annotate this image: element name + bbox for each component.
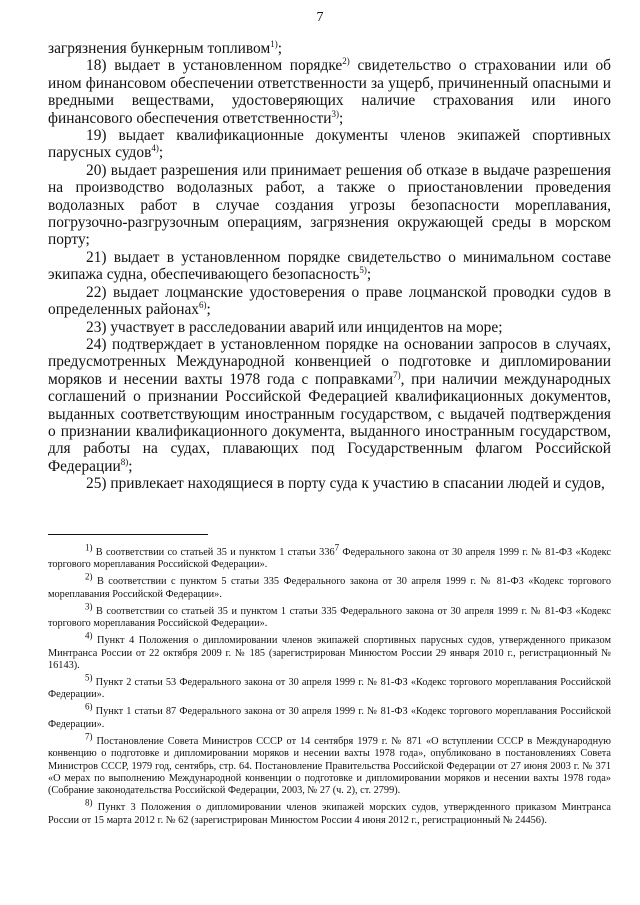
footnote-ref: 8) xyxy=(120,456,129,467)
paragraph-text: свидетельство о страховании или об ином финансовом обеспечении ответственности за ущерб, причиненный опасными и вредными веществами, удостоверяющих наличие страхования или иного финансового обеспечения ответственности xyxy=(48,57,611,127)
paragraph-text: 20) выдает разрешения или принимает решения об отказе в выдаче разрешения на производство водолазных работ, а также о приостановлении проведения водолазных работ в случае создания угрозы безопасности мореплавания, погрузочно-разгрузочным операциям, загрязнения окружающей среды в морском порту; xyxy=(48,161,611,249)
paragraph-text: ; xyxy=(128,457,133,475)
footnote-1 xyxy=(48,542,611,572)
footnote-text: Пункт 1 статьи 87 Федерального закона от 30 апреля 1999 г. № 81-ФЗ «Кодекс торгового мореплавания Российской Федерации». xyxy=(48,706,611,730)
paragraph-text: 24) подтверждает в установленном порядке на основании запросов в случаях, предусмотренных Международной конвенцией о подготовке и дипломировании моряков и несении вахты 1978 года с поправками xyxy=(48,335,611,388)
paragraph-text: 23) участвует в расследовании аварий или инцидентов на море; xyxy=(86,318,503,336)
paragraph-text: ; xyxy=(366,266,372,284)
footnote-ref: 1) xyxy=(270,38,278,49)
list-item-25 xyxy=(48,475,611,492)
footnote-text: В соответствии с пунктом 5 статьи 335 Федерального закона от 30 апреля 1999 г. № 81-ФЗ «Кодекс торгового мореплавания Российской Федерации». xyxy=(48,576,611,600)
superscript: 7 xyxy=(334,542,340,553)
footnote-text: В соответствии со статьей 35 и пунктом 1 статьи 336 xyxy=(92,547,335,558)
paragraph-text: 18) выдает в установленном порядке xyxy=(86,57,343,75)
footnote-7 xyxy=(48,731,611,798)
footnote-mark: 6) xyxy=(85,702,93,713)
list-item-21 xyxy=(48,249,611,284)
footnote-8 xyxy=(48,798,611,827)
footnote-mark: 4) xyxy=(85,630,93,641)
footnote-mark: 5) xyxy=(85,672,93,683)
paragraph-text: ; xyxy=(338,109,344,127)
list-item-22 xyxy=(48,284,611,319)
footnote-mark: 2) xyxy=(85,571,93,582)
footnote-text: Федерального закона от 30 апреля 1999 г. № 81-ФЗ «Кодекс торгового мореплавания Российской Федерации». xyxy=(48,547,611,571)
footnote-ref: 4) xyxy=(151,143,159,154)
footnote-mark: 1) xyxy=(85,542,93,553)
footnote-text: Пункт 4 Положения о дипломировании членов экипажей спортивных парусных судов, утвержденного приказом Минтранса России от 22 октября 2009 г. № 185 (зарегистрирован Минюстом России 29 января 2010 г., регистрационный № 16143). xyxy=(48,635,611,672)
list-item-19 xyxy=(48,127,611,162)
list-item-23 xyxy=(48,319,611,336)
paragraph-text: 21) выдает в установленном порядке свидетельство о минимальном составе экипажа судна, обеспечивающего безопасность xyxy=(48,248,611,284)
footnote-2 xyxy=(48,571,611,601)
list-item-18 xyxy=(48,57,611,127)
paragraph-text: загрязнения бункерным топливом xyxy=(48,40,271,57)
paragraph-text: ; xyxy=(158,144,164,162)
paragraph-text: , при наличии международных соглашений о признании Российской Федерацией квалификационных документов, выданных соответствующим иностранным государством, с выдачей подтверждения о признании квалификационного документа, выданного иностранным государством, для работы на судах, плавающих под Государственным флагом Российской Федерации xyxy=(48,370,611,475)
paragraph-text: 22) выдает лоцманские удостоверения о праве лоцманской проводки судов в определенных районах xyxy=(48,283,611,319)
main-text xyxy=(48,40,611,493)
footnote-text: Пункт 3 Положения о дипломировании членов экипажей морских судов, утвержденного приказом Минтранса России от 15 марта 2012 г. № 62 (зарегистрирован Минюстом России 4 июня 2012 г., регистрационный № 24456). xyxy=(48,802,611,826)
footnote-ref: 5) xyxy=(359,265,367,276)
paragraph-text: ; xyxy=(206,301,211,319)
footnote-text: Пункт 2 статьи 53 Федерального закона от 30 апреля 1999 г. № 81-ФЗ «Кодекс торгового мореплавания Российской Федерации». xyxy=(48,677,611,701)
footnote-3 xyxy=(48,601,611,631)
footnote-4 xyxy=(48,630,611,672)
footnote-separator xyxy=(48,534,208,535)
list-item-20 xyxy=(48,162,611,249)
paragraph-text: 19) выдает квалификационные документы членов экипажей спортивных парусных судов xyxy=(48,127,611,162)
footnote-ref: 3) xyxy=(331,108,339,119)
footnote-text: В соответствии со статьей 35 и пунктом 1 статьи 335 Федерального закона от 30 апреля 1999 г. № 81-ФЗ «Кодекс торгового мореплавания Российской Федерации». xyxy=(48,605,611,630)
paragraph-continuation xyxy=(48,40,611,57)
footnote-mark: 3) xyxy=(85,601,93,612)
paragraph-text: 25) привлекает находящиеся в порту суда к участию в спасании людей и судов, xyxy=(86,475,605,493)
list-item-24 xyxy=(48,336,611,475)
footnote-ref: 7) xyxy=(393,369,401,380)
paragraph-text: ; xyxy=(277,40,282,57)
footnotes xyxy=(48,542,611,832)
footnote-ref: 6) xyxy=(199,299,207,310)
footnote-6 xyxy=(48,702,611,731)
footnote-ref: 2) xyxy=(342,56,350,67)
footnote-5 xyxy=(48,672,611,702)
page-number: 7 xyxy=(316,10,324,25)
footnote-mark: 8) xyxy=(85,798,93,809)
footnote-text: Постановление Совета Министров СССР от 14 сентября 1979 г. № 871 «О вступлении СССР в Международную конвенцию о подготовке и дипломировании моряков и несении вахты 1978 года», опубликовано в постановлениях Совета Министров СССР, 1979 год, сентябрь, стр. 64. Постановление Правительства Российской Федерации от 27 июня 2003 г. № 371 «О мерах по выполнению Международной конвенции о подготовке и дипломировании моряков и несении вахты 1978 года» (Собрание законодательства Российской Федерации, 2003, № 27 (ч. 2), ст. 2799). xyxy=(48,735,611,797)
footnote-mark: 7) xyxy=(85,731,93,742)
